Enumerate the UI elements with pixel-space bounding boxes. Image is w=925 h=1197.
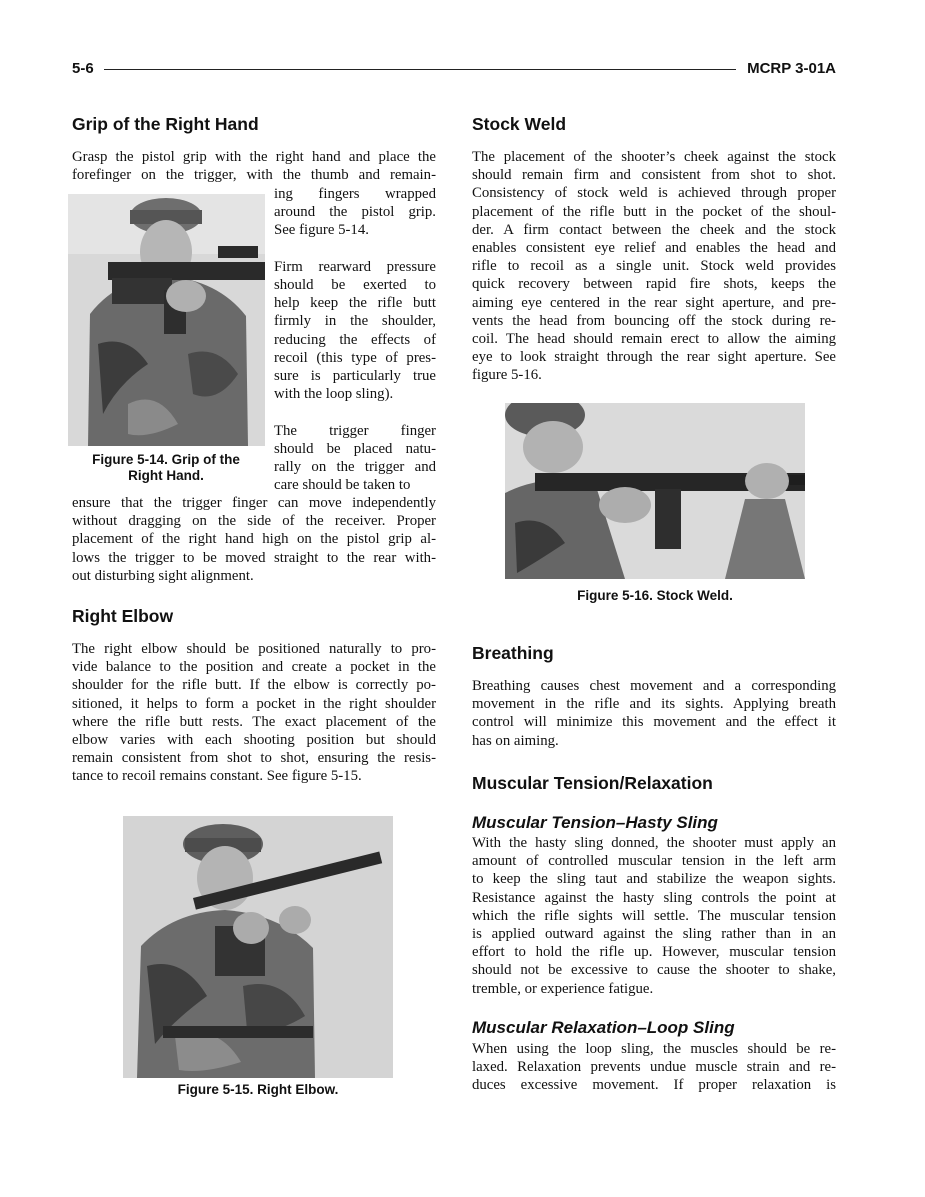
text-line: firmly in the shoulder, [274, 313, 436, 330]
text-line: remain consistent from shot to shot, ensuring the resis- [72, 750, 436, 767]
text-line: ensure that the trigger finger can move independently [72, 495, 436, 511]
stock-weld-heading: Stock Weld [472, 114, 567, 134]
text-line: The trigger finger [274, 422, 436, 439]
text-line: Grasp the pistol grip with the right hand and place the [72, 149, 436, 165]
figure-5-15-photo [123, 816, 393, 1078]
text-line: movement in the rifle and its sights. Applying breath [472, 696, 836, 713]
text-line: shoulder for the rifle butt. If the elbow is correctly po- [72, 677, 436, 694]
text-line [274, 240, 436, 258]
loop-sling-paragraph [472, 1040, 836, 1095]
left-column [72, 114, 436, 135]
text-line: should remain firm and consistent from shot to shot. [472, 167, 836, 184]
text-line: The right elbow should be positioned naturally to pro- [72, 641, 436, 657]
text-line: Firm rearward pressure [274, 258, 436, 275]
photo-grip-right-hand-icon [68, 194, 265, 446]
text-line: should be exerted to [274, 277, 436, 294]
text-line: has on aiming. [472, 732, 559, 749]
text-line: reducing the effects of [274, 331, 436, 348]
text-line: care should be taken to [274, 477, 411, 494]
text-line: figure 5-16. [472, 367, 542, 384]
page-number: 5-6 [72, 60, 94, 77]
text-line: where the rifle butt rests. The exact placement of the [72, 713, 436, 730]
text-line: sitioned, it helps to form a pocket in the right shoulder [72, 695, 436, 712]
text-line: which the rifle sights will settle. The muscular tension [472, 907, 836, 924]
text-line: vide balance to the position and create a pocket in the [72, 659, 436, 676]
text-line: without dragging on the side of the receiver. Proper [72, 513, 436, 530]
text-line: When using the loop sling, the muscles should be re- [472, 1041, 836, 1057]
text-line: rally on the trigger and [274, 459, 436, 476]
figure-5-14-photo [68, 194, 265, 446]
text-line: tremble, or experience fatigue. [472, 980, 654, 997]
figure-5-14-caption [72, 452, 260, 484]
figure-5-16-photo [505, 403, 805, 579]
breathing-paragraph [472, 677, 836, 750]
right-column [472, 114, 836, 135]
text-line: With the hasty sling donned, the shooter must apply an [472, 835, 836, 851]
text-line: quick recovery between rapid fire shots, keeps the [472, 276, 836, 293]
stock-weld-paragraph [472, 148, 836, 385]
loop-sling-heading: Muscular Relaxation–Loop Sling [472, 1018, 735, 1037]
figure-5-16-caption: Figure 5-16. Stock Weld. [577, 588, 733, 603]
text-line: eye to look straight through the rear sight aperture. See [472, 349, 836, 366]
elbow-heading: Right Elbow [72, 606, 174, 626]
text-line: is applied outward against the sling rather than in an [472, 926, 836, 943]
text-line: laxed. Relaxation prevents undue muscle strain and re- [472, 1059, 836, 1076]
text-line: forefinger on the trigger, with the thumb and remain- [72, 167, 436, 184]
text-line: amount of controlled muscular tension in the left arm [472, 853, 836, 870]
grip-heading: Grip of the Right Hand [72, 114, 259, 134]
figure-5-14-caption-line1: Figure 5-14. Grip of the [92, 452, 240, 467]
text-line: ing fingers wrapped [274, 186, 436, 202]
running-header [72, 60, 836, 80]
figure-5-15-caption: Figure 5-15. Right Elbow. [177, 1082, 339, 1097]
text-line: See figure 5-14. [274, 222, 369, 239]
text-line: coil. The head should remain erect to allow the aiming [472, 331, 836, 348]
document-id: MCRP 3-01A [747, 60, 836, 77]
elbow-paragraph [72, 640, 436, 786]
text-line: Consistency of stock weld is achieved through proper [472, 185, 836, 202]
text-line: placement of the rifle butt in the pocket of the shoul- [472, 203, 836, 220]
grip-paragraph-bottom [72, 494, 436, 585]
text-line: control will minimize this movement and the effect it [472, 714, 836, 731]
muscular-heading: Muscular Tension/Relaxation [472, 773, 713, 793]
text-line: around the pistol grip. [274, 204, 436, 221]
breathing-heading: Breathing [472, 643, 554, 663]
text-line: with the loop sling). [274, 386, 394, 403]
text-line [274, 403, 436, 421]
text-line: should not be excessive to cause the shooter to shake, [472, 962, 836, 979]
grip-paragraph-top [72, 148, 436, 184]
text-line: duces excessive movement. If proper relaxation is [472, 1077, 836, 1094]
text-line: recoil (this type of pres- [274, 349, 436, 366]
header-rule [104, 69, 736, 70]
text-line: to keep the sling taut and stabilize the weapon sights. [472, 871, 836, 888]
text-line: out disturbing sight alignment. [72, 567, 254, 584]
text-line: placement of the right hand high on the pistol grip al- [72, 531, 436, 548]
text-line: elbow varies with each shooting position but should [72, 732, 436, 749]
text-line: Breathing causes chest movement and a corresponding [472, 678, 836, 694]
photo-right-elbow-icon [123, 816, 393, 1078]
text-line: should be placed natu- [274, 440, 436, 457]
hasty-sling-paragraph [472, 834, 836, 998]
text-line: help keep the rifle butt [274, 295, 436, 312]
grip-paragraph-side [274, 185, 436, 494]
text-line: Resistance against the hasty sling controls the point at [472, 889, 836, 906]
text-line: vents the head from bouncing off the stock during re- [472, 312, 836, 329]
text-line: enables consistent eye relief and enables the head and [472, 240, 836, 257]
text-line: lows the trigger to be moved straight to the rear with- [72, 549, 436, 566]
photo-stock-weld-icon [505, 403, 805, 579]
text-line: sure is particularly true [274, 368, 436, 385]
text-line: der. A firm contact between the cheek and the stock [472, 221, 836, 238]
figure-5-14-caption-line2: Right Hand. [128, 468, 204, 483]
text-line: effort to hold the rifle up. However, muscular tension [472, 944, 836, 961]
hasty-sling-heading: Muscular Tension–Hasty Sling [472, 813, 718, 832]
text-line: tance to recoil remains constant. See figure 5-15. [72, 768, 362, 785]
text-line: aiming eye centered in the rear sight aperture, and pre- [472, 294, 836, 311]
text-line: The placement of the shooter’s cheek against the stock [472, 149, 836, 165]
text-line: rifle to recoil as a single unit. Stock weld provides [472, 258, 836, 275]
